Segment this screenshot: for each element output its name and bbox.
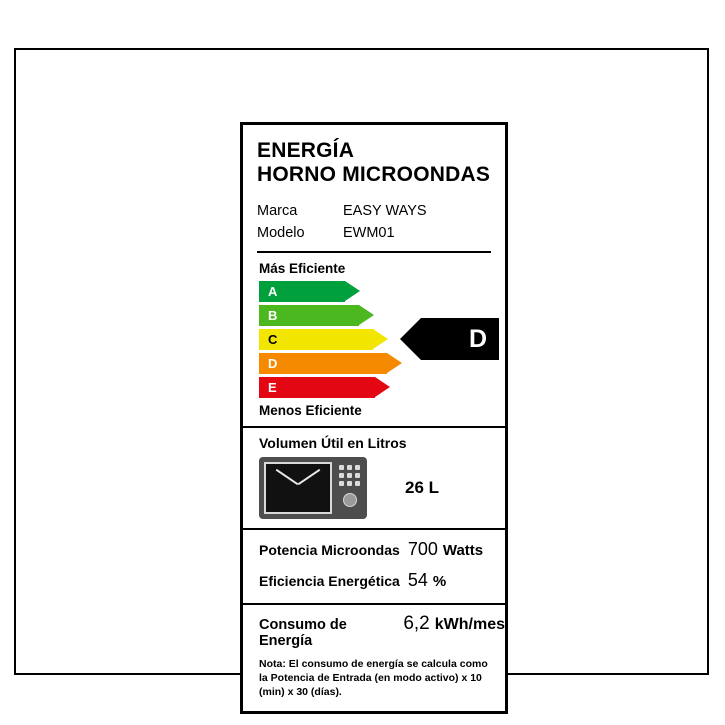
bar-arrow-icon — [359, 305, 374, 325]
efficiency-bar-letter: C — [268, 331, 278, 347]
efficiency-scale-section — [243, 253, 505, 428]
consumption-row — [259, 613, 505, 649]
bar-row — [243, 377, 505, 398]
spec-unit: Watts — [442, 541, 484, 559]
microwave-keypad-icon — [339, 465, 360, 486]
energy-label-card — [240, 122, 508, 714]
consumption-value: 6,2 — [403, 612, 430, 634]
volume-value: 26 L — [405, 477, 440, 497]
spec-value: 54 — [407, 569, 428, 590]
volume-title: Volumen Útil en Litros — [259, 434, 407, 451]
model-value: EWM01 — [343, 225, 395, 242]
assigned-grade-letter: D — [468, 324, 487, 353]
label-header — [243, 125, 505, 192]
scale-bottom-caption: Menos Eficiente — [259, 402, 362, 418]
brand-row — [257, 200, 491, 222]
efficiency-bar-e — [259, 377, 375, 398]
spec-value: 700 — [407, 538, 438, 559]
assigned-grade-badge — [421, 318, 499, 360]
efficiency-bar-a — [259, 281, 345, 302]
spec-label: Potencia Microondas — [259, 541, 400, 558]
volume-body — [243, 457, 505, 519]
specs-section — [243, 530, 505, 605]
bar-row — [243, 281, 505, 302]
efficiency-bar-letter: B — [268, 307, 278, 323]
brand-label: Marca — [257, 202, 298, 219]
bar-arrow-icon — [345, 281, 360, 301]
efficiency-bar-b — [259, 305, 359, 326]
consumption-note: Nota: El consumo de energía se calcula como la Potencia de Entrada (en modo activo) x 10 (min) x 30 (días). — [259, 657, 488, 698]
scale-top-caption: Más Eficiente — [259, 260, 346, 276]
microwave-control-panel-icon — [337, 462, 362, 514]
label-title-product: HORNO MICROONDAS — [257, 163, 491, 187]
microwave-knob-icon — [343, 493, 357, 507]
consumption-unit: kWh/mes — [434, 615, 505, 633]
brand-model-block — [257, 200, 491, 253]
microwave-oven-icon — [259, 457, 367, 519]
spec-row-power — [259, 539, 505, 560]
efficiency-bar-letter: E — [268, 379, 277, 395]
volume-section — [243, 428, 505, 530]
brand-value: EASY WAYS — [343, 202, 427, 219]
model-label: Modelo — [257, 225, 305, 242]
label-title-energy: ENERGÍA — [257, 139, 355, 162]
bar-arrow-icon — [373, 329, 388, 349]
consumption-section — [243, 605, 505, 704]
efficiency-bar-d — [259, 353, 387, 374]
page-border — [14, 48, 709, 698]
spec-label: Eficiencia Energética — [259, 572, 400, 589]
spec-unit: % — [432, 572, 447, 590]
model-row — [257, 222, 491, 244]
spec-row-efficiency — [259, 570, 505, 591]
efficiency-bar-c — [259, 329, 373, 350]
consumption-label: Consumo de Energía — [259, 616, 347, 649]
efficiency-bar-letter: A — [268, 283, 278, 299]
microwave-door-icon — [264, 462, 332, 514]
efficiency-bar-letter: D — [268, 355, 278, 371]
bar-arrow-icon — [375, 377, 390, 397]
